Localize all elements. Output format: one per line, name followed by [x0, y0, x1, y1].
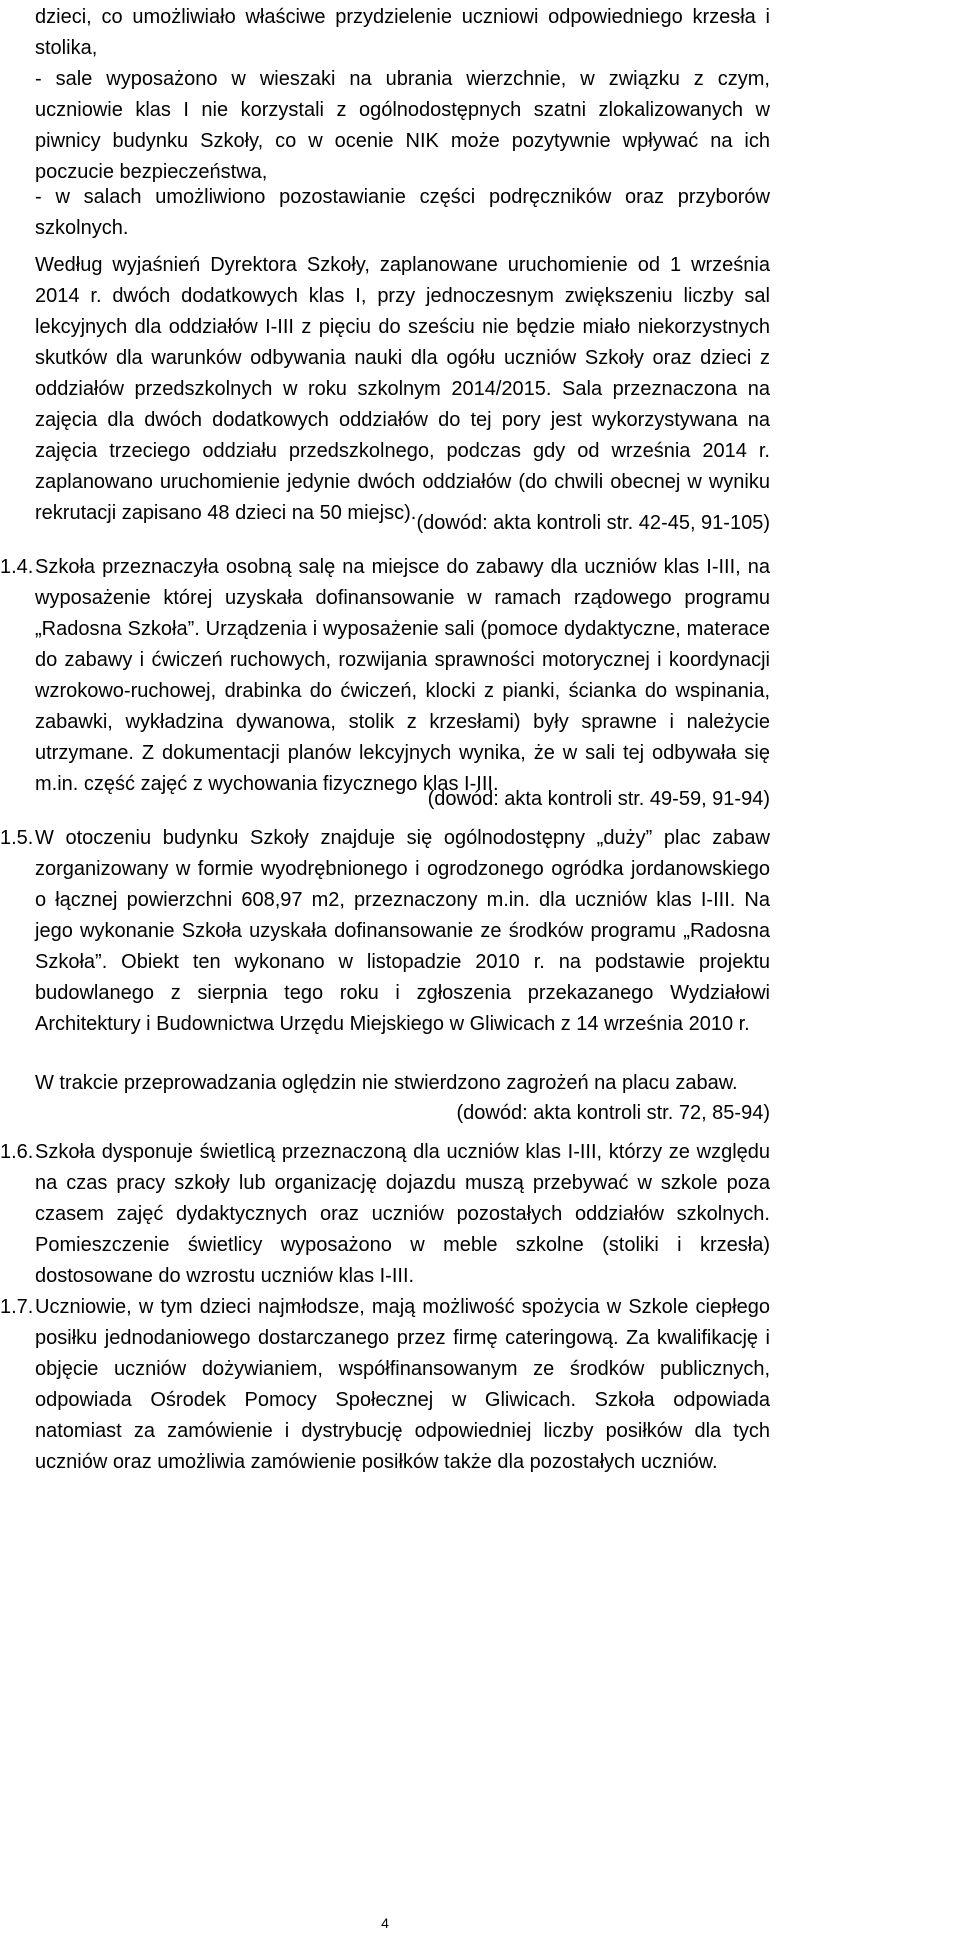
paragraph-inspection: W trakcie przeprowadzania oględzin nie stwierdzono zagrożeń na placu zabaw.	[35, 1072, 738, 1094]
section-number: 1.4.	[0, 556, 34, 578]
evidence-note-1: (dowód: akta kontroli str. 42-45, 91-105)	[416, 512, 770, 534]
section-text: Szkoła dysponuje świetlicą przeznaczoną dla uczniów klas I-III, którzy ze względu na czas pracy szkoły lub organizację dojazdu muszą przebywać w szkole poza czasem zajęć dydaktycznych oraz uczniów pozostałych oddziałów szkolnych. Pomieszczenie świetlicy wyposażono w meble szkolne (stoliki i krzesła) dostosowane do wzrostu uczniów klas I-III.	[35, 1141, 770, 1287]
section-text: Szkoła przeznaczyła osobną salę na miejsce do zabawy dla uczniów klas I-III, na wyposażenie której uzyskała dofinansowanie w ramach rządowego programu „Radosna Szkoła”. Urządzenia i wyposażenie sali (pomoce dydaktyczne, materace do zabawy i ćwiczeń ruchowych, rozwijania sprawności motorycznej i koordynacji wzrokowo-ruchowej, drabinka do ćwiczeń, klocki z pianki, ścianka do wspinania, zabawki, wykładzina dywanowa, stolik z krzesłami) były sprawne i należycie utrzymane. Z dokumentacji planów lekcyjnych wynika, że w sali tej odbywała się m.in. część zajęć z wychowania fizycznego klas I-III.	[35, 556, 770, 795]
paragraph-intro-2: - sale wyposażono w wieszaki na ubrania wierzchnie, w związku z czym, uczniowie klas I nie korzystali z ogólnodostępnych szatni zlokalizowanych w piwnicy budynku Szkoły, co w ocenie NIK może pozytywnie wpływać na ich poczucie bezpieczeństwa,	[35, 68, 770, 183]
paragraph-intro-1: dzieci, co umożliwiało właściwe przydzielenie uczniowi odpowiedniego krzesła i stolika,	[35, 6, 770, 59]
paragraph-intro-3: - w salach umożliwiono pozostawianie części podręczników oraz przyborów szkolnych.	[35, 186, 770, 239]
section-text: W otoczeniu budynku Szkoły znajduje się ogólnodostępny „duży” plac zabaw zorganizowany w formie wyodrębnionego i ogrodzonego ogródka jordanowskiego o łącznej powierzchni 608,97 m2, przeznaczony m.in. dla uczniów klas I-III. Na jego wykonanie Szkoła uzyskała dofinansowanie ze środków programu „Radosna Szkoła”. Obiekt ten wykonano w listopadzie 2010 r. na podstawie projektu budowlanego z sierpnia tego roku i zgłoszenia przekazanego Wydziałowi Architektury i Budownictwa Urzędu Miejskiego w Gliwicach z 14 września 2010 r.	[35, 827, 770, 1035]
paragraph-intro-4: Według wyjaśnień Dyrektora Szkoły, zaplanowane uruchomienie od 1 września 2014 r. dwóch dodatkowych klas I, przy jednoczesnym zwiększeniu liczby sal lekcyjnych dla oddziałów I-III z pięciu do sześciu nie będzie miało niekorzystnych skutków dla warunków odbywania nauki dla ogółu uczniów Szkoły oraz dzieci z oddziałów przedszkolnych w roku szkolnym 2014/2015. Sala przeznaczona na zajęcia dla dwóch dodatkowych oddziałów do tej pory jest wykorzystywana na zajęcia trzeciego oddziału przedszkolnego, podczas gdy od września 2014 r. zaplanowano uruchomienie jedynie dwóch oddziałów (do chwili obecnej w wyniku rekrutacji zapisano 48 dzieci na 50 miejsc).	[35, 254, 770, 524]
page-number: 4	[381, 1915, 389, 1931]
section-text: Uczniowie, w tym dzieci najmłodsze, mają możliwość spożycia w Szkole ciepłego posiłku jednodaniowego dostarczanego przez firmę cateringową. Za kwalifikację i objęcie uczniów dożywianiem, współfinansowanym ze środków publicznych, odpowiada Ośrodek Pomocy Społecznej w Gliwicach. Szkoła odpowiada natomiast za zamówienie i dystrybucję odpowiedniej liczby posiłków dla tych uczniów oraz umożliwia zamówienie posiłków także dla pozostałych uczniów.	[35, 1296, 770, 1473]
section-number: 1.5.	[0, 827, 34, 849]
evidence-note-2: (dowód: akta kontroli str. 49-59, 91-94)	[427, 788, 770, 810]
evidence-note-3: (dowód: akta kontroli str. 72, 85-94)	[456, 1102, 770, 1124]
section-number: 1.6.	[0, 1141, 34, 1163]
section-number: 1.7.	[0, 1296, 34, 1318]
